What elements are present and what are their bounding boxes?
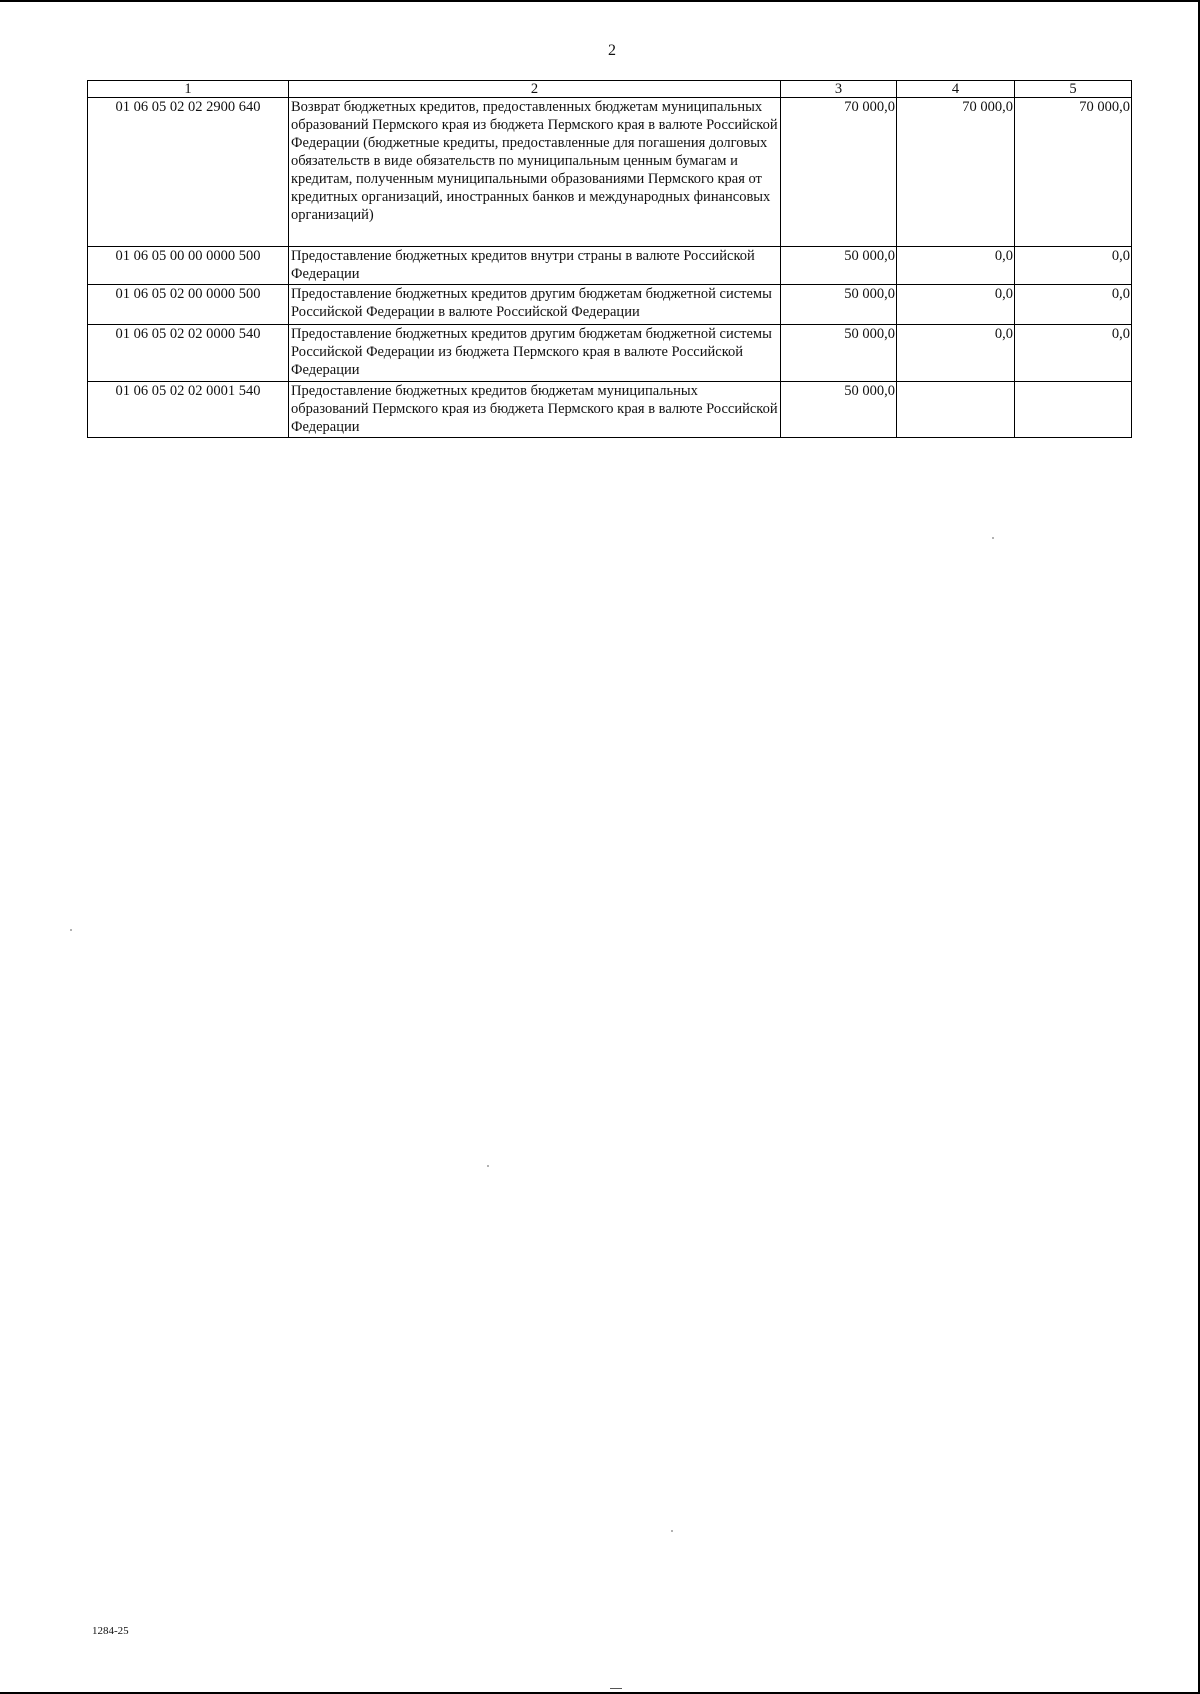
row-description: Предоставление бюджетных кредитов бюджетам муниципальных образований Пермского края из бюджета Пермского края в валюте Российской Федерации xyxy=(289,382,781,438)
scan-speck xyxy=(992,537,994,539)
row-code: 01 06 05 02 02 0000 540 xyxy=(88,325,289,382)
table-row xyxy=(88,325,1132,382)
row-value-col4: 0,0 xyxy=(897,247,1015,285)
row-description: Предоставление бюджетных кредитов другим бюджетам бюджетной системы Российской Федерации из бюджета Пермского края в валюте Российской Федерации xyxy=(289,325,781,382)
row-value-col5 xyxy=(1015,382,1132,438)
row-code: 01 06 05 00 00 0000 500 xyxy=(88,247,289,285)
scan-speck xyxy=(487,1165,489,1167)
header-col-4: 4 xyxy=(897,81,1015,98)
row-value-col3: 50 000,0 xyxy=(781,325,897,382)
row-value-col5: 0,0 xyxy=(1015,325,1132,382)
row-value-col4: 70 000,0 xyxy=(897,98,1015,247)
scan-speck xyxy=(671,1530,673,1532)
budget-table xyxy=(87,80,1132,438)
header-col-2: 2 xyxy=(289,81,781,98)
row-value-col3: 70 000,0 xyxy=(781,98,897,247)
table-row xyxy=(88,247,1132,285)
row-value-col5: 0,0 xyxy=(1015,247,1132,285)
row-code: 01 06 05 02 02 0001 540 xyxy=(88,382,289,438)
header-col-1: 1 xyxy=(88,81,289,98)
scan-speck xyxy=(70,929,72,931)
table-row xyxy=(88,98,1132,247)
row-value-col3: 50 000,0 xyxy=(781,382,897,438)
header-col-5: 5 xyxy=(1015,81,1132,98)
row-value-col4 xyxy=(897,382,1015,438)
row-value-col5: 0,0 xyxy=(1015,285,1132,325)
row-value-col4: 0,0 xyxy=(897,325,1015,382)
row-description: Предоставление бюджетных кредитов внутри страны в валюте Российской Федерации xyxy=(289,247,781,285)
row-description: Возврат бюджетных кредитов, предоставленных бюджетам муниципальных образований Пермского края из бюджета Пермского края в валюте Российской Федерации (бюджетные кредиты, предоставленные для погашения долговых обязательств в виде обязательств по муниципальным ценным бумагам и кредитам, полученным муниципальными образованиями Пермского края от кредитных организаций, иностранных банков и международных финансовых организаций) xyxy=(289,98,781,247)
table-row xyxy=(88,382,1132,438)
row-value-col3: 50 000,0 xyxy=(781,247,897,285)
row-value-col5: 70 000,0 xyxy=(1015,98,1132,247)
row-value-col4: 0,0 xyxy=(897,285,1015,325)
page-number: 2 xyxy=(608,42,616,59)
header-col-3: 3 xyxy=(781,81,897,98)
table-row xyxy=(88,285,1132,325)
footer-document-code: 1284-25 xyxy=(92,1625,129,1637)
row-code: 01 06 05 02 00 0000 500 xyxy=(88,285,289,325)
scan-mark xyxy=(610,1688,622,1689)
row-description: Предоставление бюджетных кредитов другим бюджетам бюджетной системы Российской Федерации в валюте Российской Федерации xyxy=(289,285,781,325)
row-value-col3: 50 000,0 xyxy=(781,285,897,325)
row-code: 01 06 05 02 02 2900 640 xyxy=(88,98,289,247)
table-header-row xyxy=(88,81,1132,98)
